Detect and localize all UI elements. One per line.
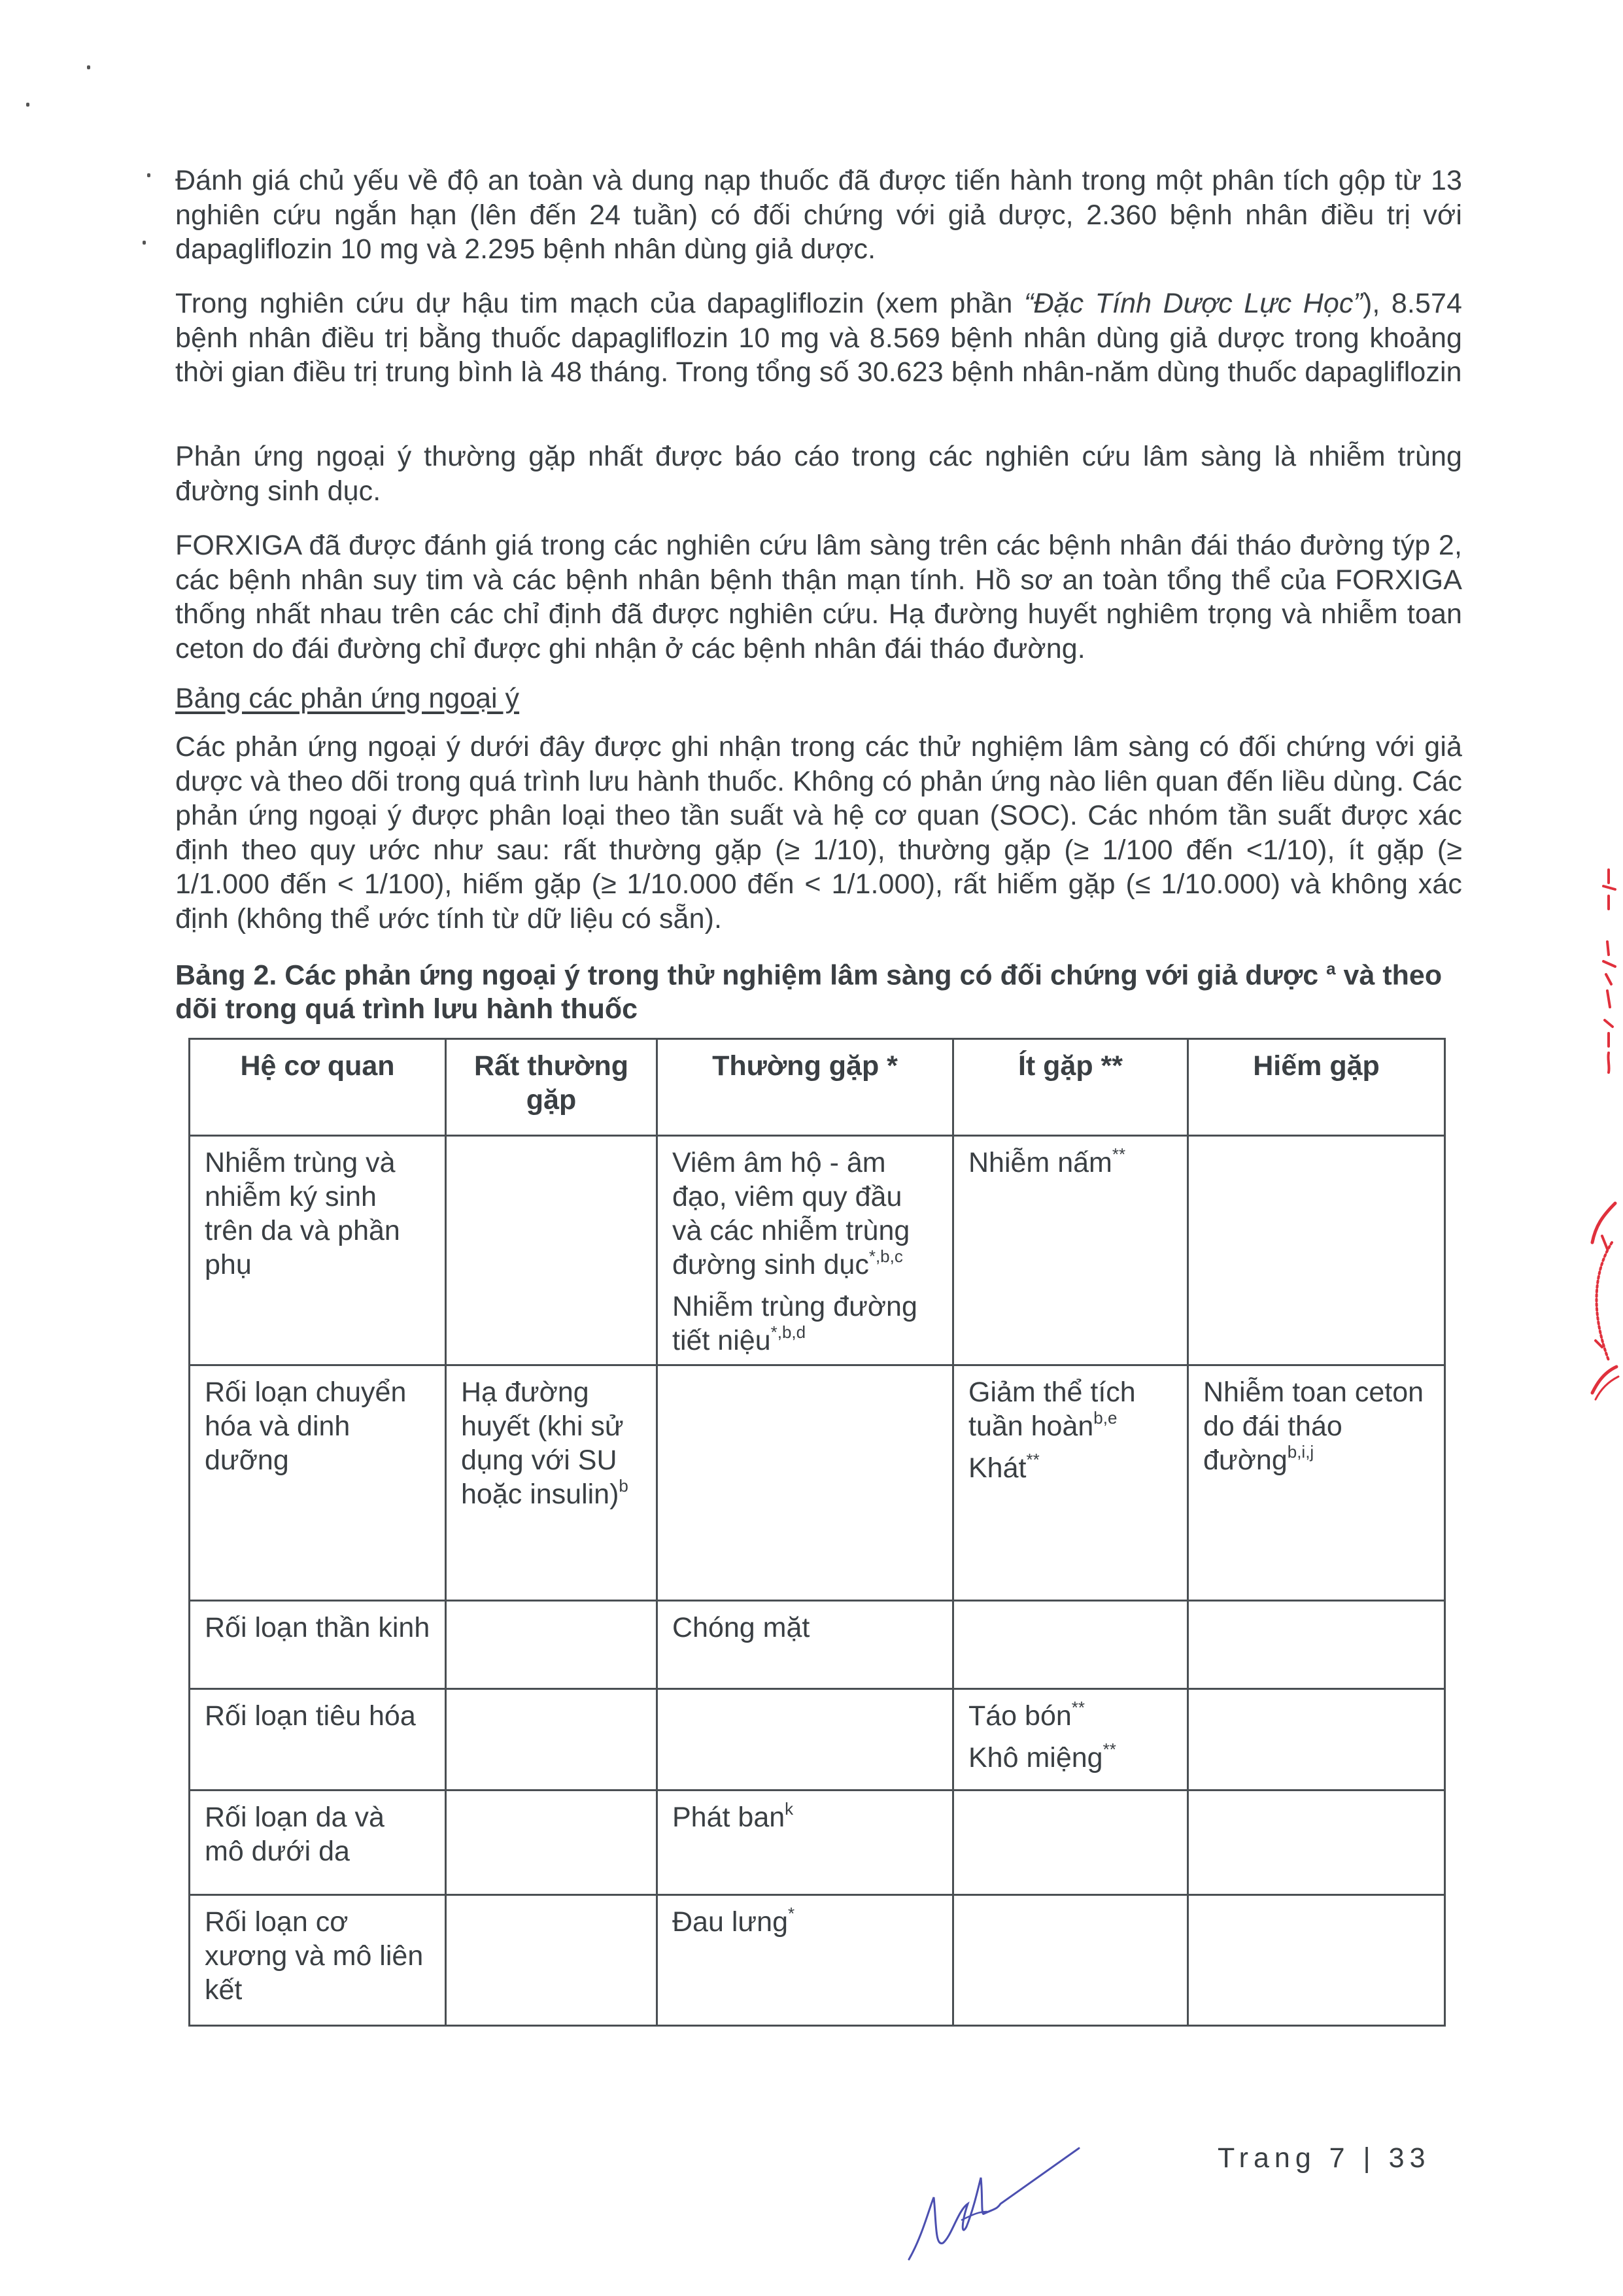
organ-system-cell: Rối loạn chuyển hóa và dinh dưỡng: [190, 1365, 446, 1601]
adverse-reaction: Phát ban$^k$: [672, 1799, 794, 1833]
very-common-cell: [446, 1601, 657, 1689]
table-row: [190, 1136, 1445, 1365]
header-organ-system: Hệ cơ quan: [190, 1039, 446, 1136]
frequency-definition-paragraph: Các phản ứng ngoại ý dưới đây được ghi nhận trong các thử nghiệm lâm sàng có đối chứng với giả dược và theo dõi trong quá trình lưu hành thuốc. Không có phản ứng nào liên quan đến liều dùng. Các phản ứng ngoại ý được phân loại theo tần suất và hệ cơ quan (SOC). Các nhóm tần suất được xác định theo quy ước như sau: rất thường gặp (≥ 1/10), thường gặp (≥ 1/100 đến <1/10), ít gặp (≥ 1/1.000 đến < 1/100), hiếm gặp (≥ 1/10.000 đến < 1/1.000), rất hiếm gặp (≤ 1/10.000) và không xác định (không thể ước tính từ dữ liệu có sẵn).: [175, 731, 1462, 934]
scan-speck: [143, 241, 146, 245]
uncommon-cell: [953, 1791, 1188, 1895]
footnote-marker: k: [785, 1799, 794, 1819]
footnote-marker: b: [619, 1476, 628, 1496]
footnote-marker: *: [788, 1904, 795, 1923]
red-stamp-partial: [1556, 850, 1623, 1569]
caption-text: Bảng 2. Các phản ứng ngoại ý trong thử nghiệm lâm sàng có đối chứng với giả dược: [175, 959, 1327, 991]
table-caption: [175, 951, 1462, 1026]
rare-cell: [1188, 1895, 1445, 2026]
adverse-reaction: Nhiễm trùng đường tiết niệu$^{*,b,d}$: [672, 1291, 917, 1356]
most-common-ae-paragraph: Phản ứng ngoại ý thường gặp nhất được báo cáo trong các nghiên cứu lâm sàng là nhiễm trùng đường sinh dục.: [175, 441, 1462, 507]
adverse-reaction: Hạ đường huyết (khi sử dụng với SU hoặc insulin)$^b$: [461, 1377, 628, 1510]
uncommon-cell: [953, 1601, 1188, 1689]
adverse-reaction: Chóng mặt: [672, 1612, 810, 1643]
organ-system-cell: Nhiễm trùng và nhiễm ký sinh trên da và phần phụ: [190, 1136, 446, 1365]
table-row: [190, 1601, 1445, 1689]
common-cell: [657, 1689, 953, 1791]
common-cell: [657, 1601, 953, 1689]
cv-outcome-paragraph: [175, 286, 1462, 390]
organ-system-cell: Rối loạn tiêu hóa: [190, 1689, 446, 1791]
uncommon-cell: [953, 1365, 1188, 1601]
adverse-reaction: Nhiễm toan ceton do đái tháo đường$^{b,i,j}$: [1203, 1377, 1424, 1476]
rare-cell: [1188, 1601, 1445, 1689]
cv-text-before: Trong nghiên cứu dự hậu tim mạch của dapagliflozin (xem phần: [175, 288, 1024, 319]
adverse-reaction: Khô miệng**: [968, 1739, 1116, 1773]
adverse-reaction: Viêm âm hộ - âm đạo, viêm quy đầu và các nhiễm trùng đường sinh dục$^{*,b,c}$: [672, 1147, 910, 1280]
uncommon-cell: [953, 1895, 1188, 2026]
section-heading: Bảng các phản ứng ngoại ý: [175, 683, 520, 714]
very-common-cell: [446, 1689, 657, 1791]
table-row: [190, 1689, 1445, 1791]
adverse-reaction: Táo bón**: [968, 1698, 1085, 1732]
scan-speck: [87, 65, 90, 69]
adverse-reaction: Khát**: [968, 1450, 1040, 1484]
rare-cell: [1188, 1791, 1445, 1895]
scan-speck: [26, 103, 29, 107]
organ-system-cell: Rối loạn cơ xương và mô liên kết: [190, 1895, 446, 2026]
footnote-marker: **: [1112, 1144, 1126, 1164]
uncommon-cell: [953, 1136, 1188, 1365]
adverse-reaction: Đau lưng*: [672, 1904, 795, 1938]
common-cell: [657, 1365, 953, 1601]
footnote-marker: **: [1102, 1739, 1116, 1759]
page-number: Trang 7 | 33: [1218, 2142, 1431, 2174]
footnote-marker: **: [1026, 1450, 1040, 1469]
signature: [896, 2138, 1105, 2269]
organ-system-cell: Rối loạn da và mô dưới da: [190, 1791, 446, 1895]
footnote-marker: **: [1071, 1698, 1085, 1717]
intro-paragraph: Đánh giá chủ yếu về độ an toàn và dung nạp thuốc đã được tiến hành trong một phân tích gộp từ 13 nghiên cứu ngắn hạn (lên đến 24 tuần) có đối chứng với giả dược, 2.360 bệnh nhân điều trị với dapagliflozin 10 mg và 2.295 bệnh nhân dùng giả dược.: [175, 165, 1462, 265]
common-cell: [657, 1136, 953, 1365]
very-common-cell: [446, 1365, 657, 1601]
organ-system-cell: Rối loạn thần kinh: [190, 1601, 446, 1689]
very-common-cell: [446, 1895, 657, 2026]
adverse-reaction: Nhiễm nấm**: [968, 1144, 1126, 1178]
common-cell: [657, 1895, 953, 2026]
very-common-cell: [446, 1136, 657, 1365]
table-row: [190, 1895, 1445, 2026]
cv-section-reference: “Đặc Tính Dược Lực Học”: [1023, 288, 1363, 319]
cv-text-after: ), 8.574 bệnh nhân điều trị bằng thuốc dapagliflozin 10 mg và 8.569 bệnh nhân dùng giả dược trong khoảng thời gian điều trị trung bình là 48 tháng. Trong tổng số 30.623 bệnh nhân-năm dùng thuốc dapagliflozin: [175, 288, 1462, 388]
adverse-reactions-table: [188, 1038, 1446, 2027]
caption-text-end: và theo dõi trong quá trình lưu hành thuốc: [175, 959, 1443, 1025]
header-common: Thường gặp *: [657, 1039, 953, 1136]
forxiga-safety-paragraph: FORXIGA đã được đánh giá trong các nghiên cứu lâm sàng trên các bệnh nhân đái tháo đường týp 2, các bệnh nhân suy tim và các bệnh nhân bệnh thận mạn tính. Hồ sơ an toàn tổng thể của FORXIGA thống nhất nhau trên các chỉ định đã được nghiên cứu. Hạ đường huyết nghiêm trọng và nhiễm toan ceton do đái đường chỉ được ghi nhận ở các bệnh nhân đái tháo đường.: [175, 530, 1462, 664]
footnote-marker: *,b,c: [868, 1246, 903, 1266]
table-header-row: [190, 1039, 1445, 1136]
rare-cell: [1188, 1136, 1445, 1365]
table-row: [190, 1791, 1445, 1895]
header-very-common: Rất thường gặp: [446, 1039, 657, 1136]
uncommon-cell: [953, 1689, 1188, 1791]
rare-cell: [1188, 1365, 1445, 1601]
scan-speck: [147, 173, 150, 177]
header-uncommon: Ít gặp **: [953, 1039, 1188, 1136]
table-row: [190, 1365, 1445, 1601]
header-rare: Hiếm gặp: [1188, 1039, 1445, 1136]
footnote-marker: b,e: [1093, 1408, 1118, 1428]
very-common-cell: [446, 1791, 657, 1895]
caption-footnote-marker: a: [1326, 959, 1336, 978]
common-cell: [657, 1791, 953, 1895]
rare-cell: [1188, 1689, 1445, 1791]
adverse-reaction: Giảm thể tích tuần hoàn$^{b,e}$: [968, 1377, 1136, 1442]
footnote-marker: *,b,d: [770, 1322, 806, 1342]
footnote-marker: b,i,j: [1287, 1442, 1314, 1462]
